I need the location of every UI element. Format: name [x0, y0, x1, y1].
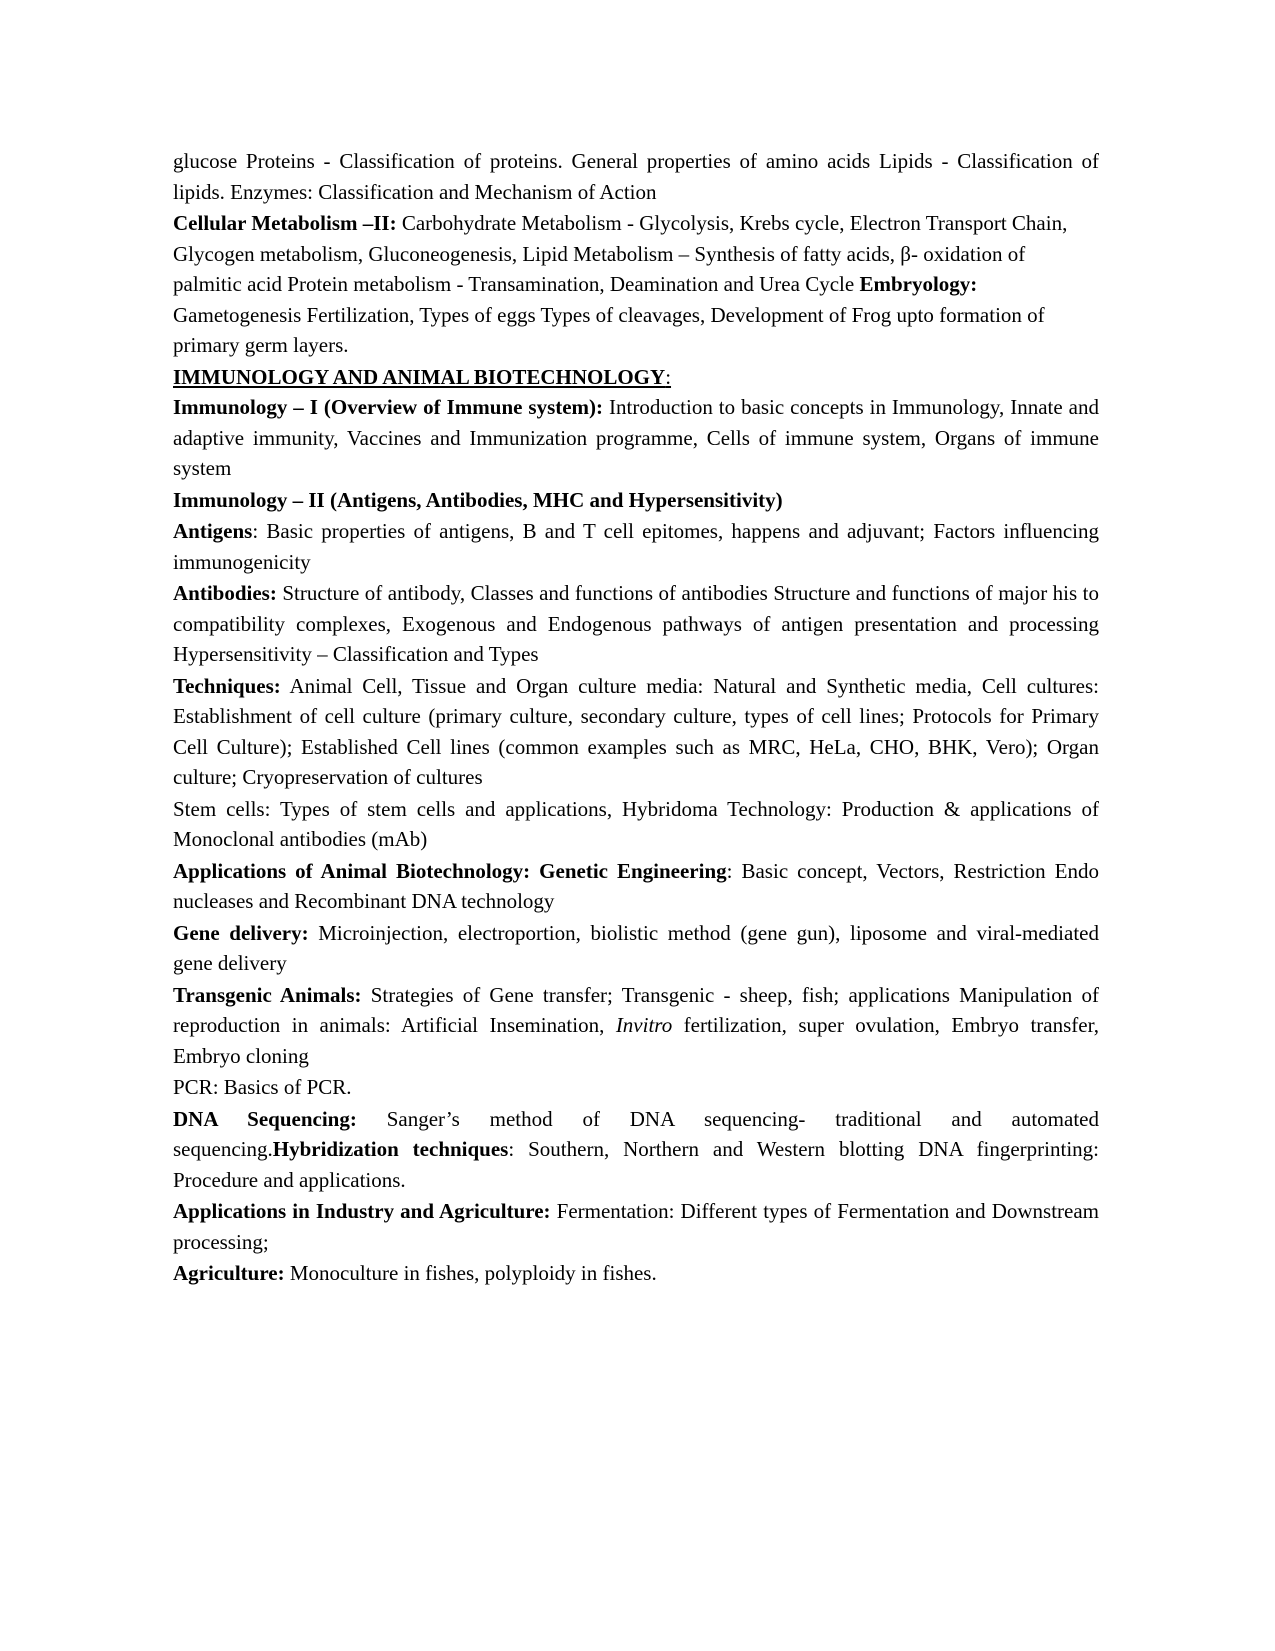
paragraph-text: Microinjection, electroportion, biolistic method (gene gun), liposome and viral-mediated gene delivery	[173, 920, 1099, 975]
paragraph-text: Structure of antibody, Classes and functions of antibodies Structure and functions of major his to compatibility complexes, Exogenous and Endogenous pathways of antigen presentation and processing Hypersensitivity – Classification and Types	[173, 581, 1099, 666]
paragraph-text: fertilization, super ovulation, Embryo transfer, Embryo cloning	[173, 1013, 1099, 1068]
section-label-gene-delivery: Gene delivery:	[173, 920, 309, 945]
paragraph-immunology-2	[173, 485, 1099, 516]
paragraph-industry-agriculture	[173, 1196, 1099, 1257]
paragraph-dna-sequencing	[173, 1104, 1099, 1196]
paragraph-text: : Southern, Northern and Western blotting DNA fingerprinting: Procedure and applications.	[173, 1137, 1099, 1192]
section-label-industry-agriculture: Applications in Industry and Agriculture:	[173, 1199, 551, 1223]
paragraph-transgenic-animals	[173, 980, 1099, 1072]
paragraph-text: : Basic properties of antigens, B and T cell epitomes, happens and adjuvant; Factors influencing immunogenicity	[173, 519, 1099, 574]
heading-suffix: :	[665, 364, 672, 389]
paragraph-text: Fermentation: Different types of Fermentation and Downstream processing;	[173, 1199, 1100, 1254]
paragraph-text: Sanger’s method of DNA sequencing- traditional and automated sequencing.	[173, 1106, 1099, 1161]
document-page	[173, 146, 1099, 1290]
section-heading-immunology	[173, 362, 1099, 393]
paragraph-antibodies	[173, 578, 1099, 670]
paragraph-cellular-metabolism	[173, 208, 1099, 361]
paragraph-pcr	[173, 1072, 1099, 1103]
section-label-embryology: Embryology:	[859, 272, 978, 296]
paragraph-immunology-1	[173, 392, 1099, 484]
section-label-hybridization: Hybridization techniques	[272, 1137, 509, 1161]
paragraph-text: Introduction to basic concepts in Immunology, Innate and adaptive immunity, Vaccines and Immunization programme, Cells of immune system, Organs of immune system	[173, 395, 1099, 480]
paragraph-text: glucose Proteins - Classification of proteins. General properties of amino acids Lipids - Classification of lipids. Enzymes: Classification and Mechanism of Action	[173, 149, 1099, 204]
paragraph-gene-delivery	[173, 918, 1099, 979]
paragraph-text: PCR: Basics of PCR.	[173, 1075, 352, 1099]
section-label-genetic-engineering: Applications of Animal Biotechnology: Genetic Engineering	[173, 858, 727, 883]
section-label-antigens: Antigens	[173, 519, 253, 543]
paragraph-text: Stem cells: Types of stem cells and applications, Hybridoma Technology: Production & applications of Monoclonal antibodies (mAb)	[173, 796, 1099, 851]
section-label-techniques: Techniques:	[173, 673, 281, 698]
section-label-transgenic-animals: Transgenic Animals:	[173, 982, 362, 1007]
heading-text: IMMUNOLOGY AND ANIMAL BIOTECHNOLOGY	[173, 364, 666, 389]
paragraph-biomolecules	[173, 146, 1099, 207]
paragraph-stem-cells	[173, 794, 1099, 855]
paragraph-text: : Basic concept, Vectors, Restriction Endo nucleases and Recombinant DNA technology	[173, 858, 1099, 913]
section-label-immunology-1: Immunology – I (Overview of Immune system):	[173, 395, 604, 419]
paragraph-genetic-engineering	[173, 856, 1099, 917]
paragraph-text: Strategies of Gene transfer; Transgenic - sheep, fish; applications Manipulation of reproduction in animals: Artificial Insemination,	[173, 982, 1099, 1037]
paragraph-techniques	[173, 671, 1099, 793]
section-label-agriculture: Agriculture:	[173, 1261, 285, 1285]
italic-term: Invitro	[615, 1013, 673, 1037]
paragraph-antigens	[173, 516, 1099, 577]
section-label-dna-sequencing: DNA Sequencing:	[173, 1106, 357, 1131]
paragraph-text: Gametogenesis Fertilization, Types of eggs Types of cleavages, Development of Frog upto formation of primary germ layers.	[173, 302, 1045, 357]
section-label-cellular-metabolism: Cellular Metabolism –II:	[173, 211, 397, 235]
paragraph-text: Carbohydrate Metabolism - Glycolysis, Krebs cycle, Electron Transport Chain, Glycogen metabolism, Gluconeogenesis, Lipid Metabolism – Synthesis of fatty acids, β- oxidation of palmitic acid Protein metabolism - Transamination, Deamination and Urea Cycle	[173, 211, 1068, 296]
section-label-immunology-2: Immunology – II (Antigens, Antibodies, MHC and Hypersensitivity)	[173, 487, 783, 512]
paragraph-text: Animal Cell, Tissue and Organ culture media: Natural and Synthetic media, Cell cultures: Establishment of cell culture (primary culture, secondary culture, types of cell lines; Protocols for Primary Cell Culture); Established Cell lines (common examples such as MRC, HeLa, CHO, BHK, Vero); Organ culture; Cryopreservation of cultures	[173, 673, 1099, 789]
section-label-antibodies: Antibodies:	[173, 581, 277, 605]
paragraph-text: Monoculture in fishes, polyploidy in fishes.	[284, 1261, 657, 1285]
paragraph-agriculture	[173, 1258, 1099, 1289]
